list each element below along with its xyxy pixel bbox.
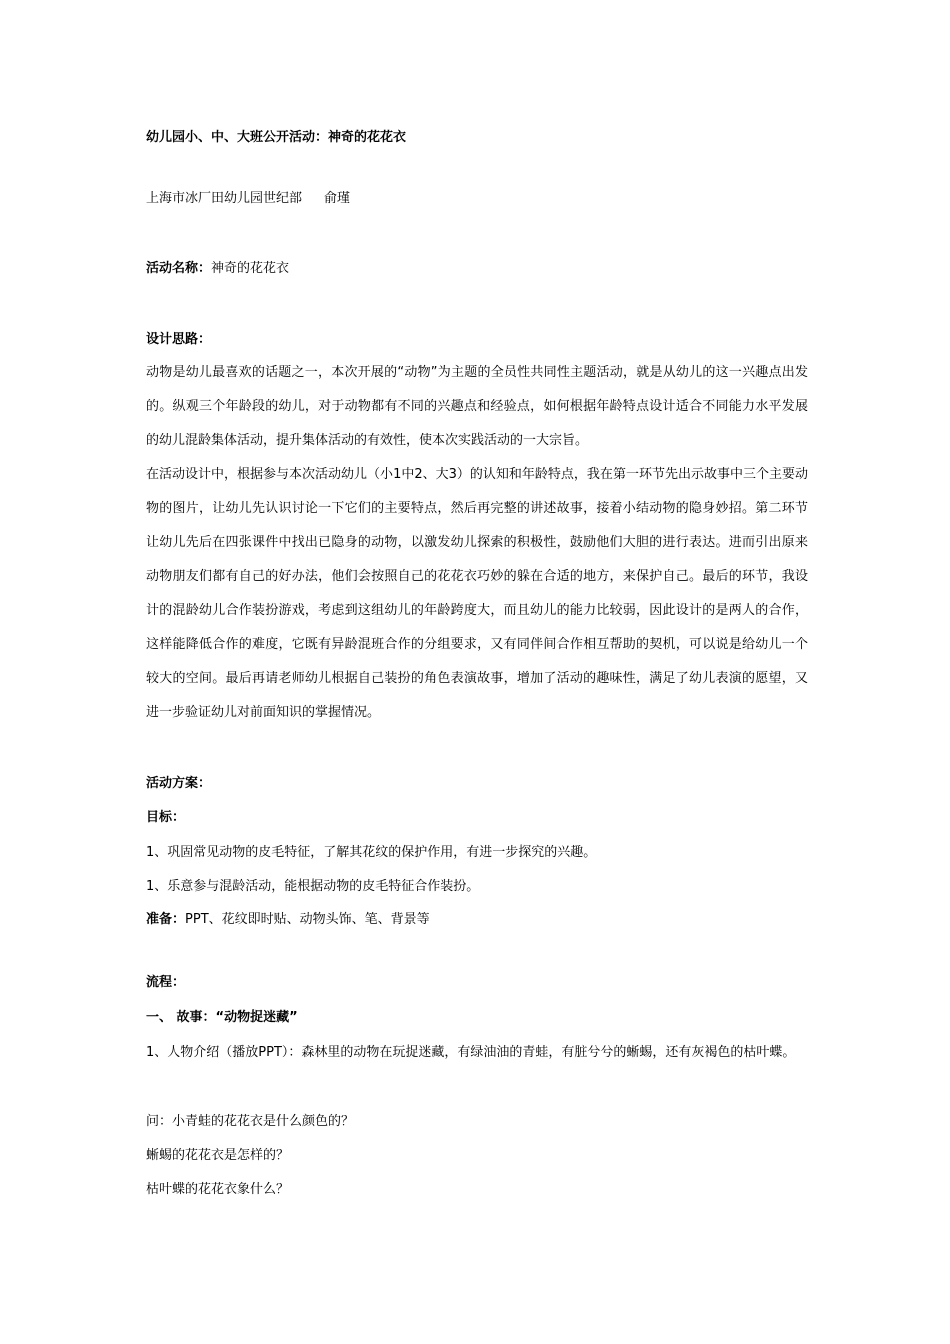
step-1-heading: 一、 故事：“动物捉迷藏” bbox=[146, 1010, 298, 1025]
activity-name-line bbox=[146, 261, 289, 277]
question-1: 问：小青蛙的花花衣是什么颜色的？ bbox=[146, 1114, 355, 1129]
design-paragraph-2: 在活动设计中，根据参与本次活动幼儿（小1中2、大3）的认知和年龄特点，我在第一环节先出示故事中三个主要动物的图片，让幼儿先认识讨论一下它们的主要特点，然后再完整的讲述故事，接着小结动物的隐身妙招。第二环节让幼儿先后在四张课件中找出已隐身的动物，以激发幼儿探索的积极性，鼓励他们大胆的进行表达。进而引出原来动物朋友们都有自己的好办法，他们会按照自己的花花衣巧妙的躲在合适的地方，来保护自己。最后的环节，我设计的混龄幼儿合作装扮游戏，考虑到这组幼儿的年龄跨度大，而且幼儿的能力比较弱，因此设计的是两人的合作，这样能降低合作的难度，它既有异龄混班合作的分组要求，又有同伴间合作相互帮助的契机，可以说是给幼儿一个较大的空间。最后再请老师幼儿根据自己装扮的角色表演故事，增加了活动的趣味性，满足了幼儿表演的愿望，又进一步验证幼儿对前面知识的掌握情况。 bbox=[146, 467, 808, 720]
design-paragraph-1: 动物是幼儿最喜欢的话题之一，本次开展的“动物”为主题的全员性共同性主题活动，就是从幼儿的这一兴趣点出发的。纵观三个年龄段的幼儿，对于动物都有不同的兴趣点和经验点，如何根据年龄特点设计适合不同能力水平发展的幼儿混龄集体活动，提升集体活动的有效性，使本次实践活动的一大宗旨。 bbox=[146, 365, 808, 448]
character-intro: 1、人物介绍（播放PPT）：森林里的动物在玩捉迷藏，有绿油油的青蛙，有脏兮兮的蜥蜴，还有灰褐色的枯叶蝶。 bbox=[146, 1045, 796, 1060]
activity-name-value: 神奇的花花衣 bbox=[211, 261, 290, 276]
preparation-value: PPT、花纹即时贴、动物头饰、笔、背景等 bbox=[185, 912, 430, 927]
goals-heading: 目标： bbox=[146, 810, 186, 825]
design-heading: 设计思路： bbox=[146, 332, 212, 347]
author-org: 上海市冰厂田幼儿园世纪部 bbox=[146, 191, 303, 206]
preparation-line bbox=[146, 912, 430, 928]
question-3: 枯叶蝶的花花衣象什么？ bbox=[146, 1182, 290, 1197]
goal-item-1: 1、巩固常见动物的皮毛特征，了解其花纹的保护作用，有进一步探究的兴趣。 bbox=[146, 845, 597, 860]
question-2: 蜥蜴的花花衣是怎样的？ bbox=[146, 1148, 290, 1163]
activity-name-label: 活动名称： bbox=[146, 261, 212, 276]
preparation-label: 准备： bbox=[146, 912, 186, 927]
plan-heading: 活动方案： bbox=[146, 776, 212, 791]
author-name: 俞瑾 bbox=[324, 191, 351, 206]
process-heading: 流程： bbox=[146, 975, 186, 990]
document-title: 幼儿园小、中、大班公开活动：神奇的花花衣 bbox=[146, 130, 407, 145]
goal-item-2: 1、乐意参与混龄活动，能根据动物的皮毛特征合作装扮。 bbox=[146, 879, 480, 894]
author-line bbox=[146, 191, 350, 207]
